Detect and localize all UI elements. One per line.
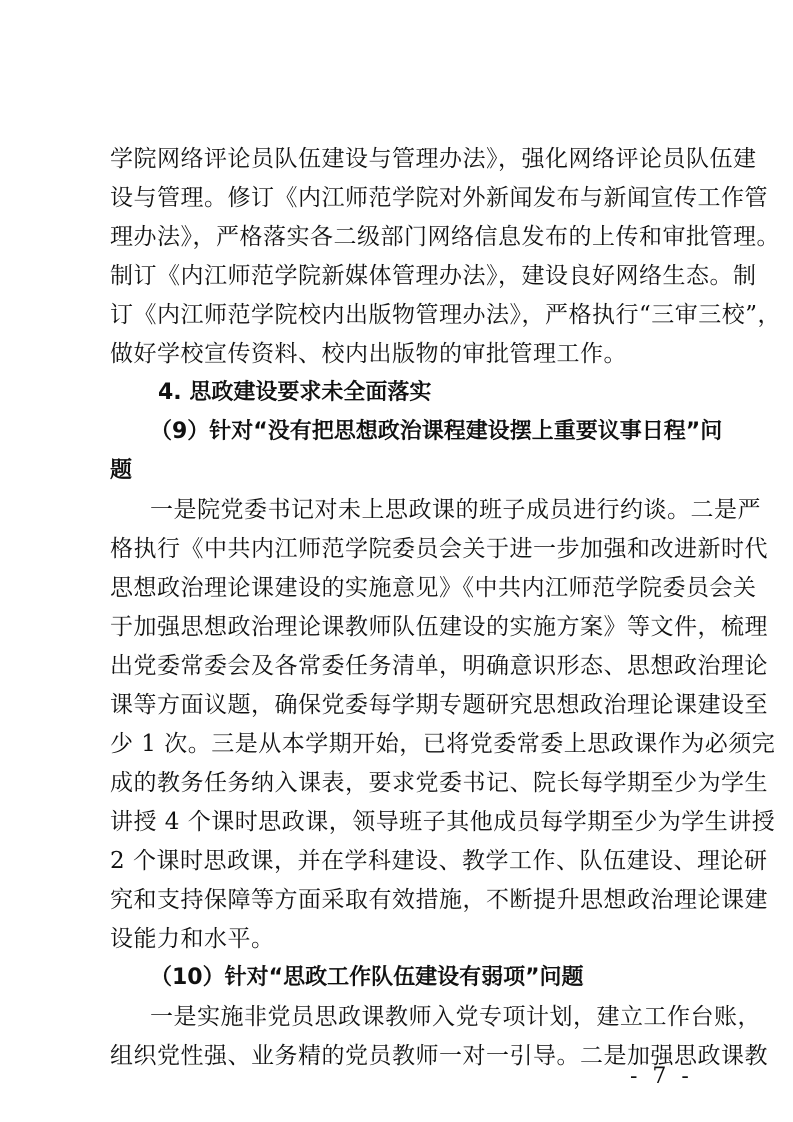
paragraph-line: 2 个课时思政课，并在学科建设、教学工作、队伍建设、理论研 xyxy=(110,848,768,874)
paragraph-line: 设能力和水平。 xyxy=(110,926,275,952)
paragraph-line: 少 1 次。三是从本学期开始，已将党委常委上思政课作为必须完 xyxy=(110,731,776,757)
paragraph-line: 格执行《中共内江师范学院委员会关于进一步加强和改进新时代 xyxy=(110,536,768,562)
paragraph-line: 学院网络评论员队伍建设与管理办法》，强化网络评论员队伍建 xyxy=(110,146,757,172)
paragraph-line: 成的教务任务纳入课表，要求党委书记、院长每学期至少为学生 xyxy=(110,770,768,796)
section-heading: 4. 思政建设要求未全面落实 xyxy=(158,380,432,405)
paragraph-line: 思想政治理论课建设的实施意见》《中共内江师范学院委员会关 xyxy=(110,575,757,601)
item-heading: （9）针对“没有把思想政治课程建设摆上重要议事日程”问 xyxy=(150,419,723,444)
paragraph-line: 订《内江师范学院校内出版物管理办法》，严格执行“三审三校”， xyxy=(110,302,782,328)
paragraph-line: 课等方面议题，确保党委每学期专题研究思想政治理论课建设至 xyxy=(110,692,768,718)
page-number: - 7 - xyxy=(630,1064,693,1089)
paragraph-line: 制订《内江师范学院新媒体管理办法》，建设良好网络生态。制 xyxy=(110,263,757,289)
item-heading: （10）针对“思政工作队伍建设有弱项”问题 xyxy=(150,965,584,990)
paragraph-line: 出党委常委会及各常委任务清单，明确意识形态、思想政治理论 xyxy=(110,653,768,679)
paragraph-line: 设与管理。修订《内江师范学院对外新闻发布与新闻宣传工作管 xyxy=(110,185,768,211)
paragraph-line: 究和支持保障等方面采取有效措施，不断提升思想政治理论课建 xyxy=(110,887,768,913)
paragraph-line: 于加强思想政治理论课教师队伍建设的实施方案》等文件，梳理 xyxy=(110,614,768,640)
paragraph-line: 讲授 4 个课时思政课，领导班子其他成员每学期至少为学生讲授 xyxy=(110,809,776,835)
paragraph-line: 一是实施非党员思政课教师入党专项计划，建立工作台账， xyxy=(150,1004,761,1030)
paragraph-line: 组织党性强、业务精的党员教师一对一引导。二是加强思政课教 xyxy=(110,1043,768,1069)
paragraph-line: 理办法》，严格落实各二级部门网络信息发布的上传和审批管理。 xyxy=(110,224,780,250)
paragraph-line: 做好学校宣传资料、校内出版物的审批管理工作。 xyxy=(110,341,627,367)
paragraph-line: 一是院党委书记对未上思政课的班子成员进行约谈。二是严 xyxy=(150,497,761,523)
item-heading-continued: 题 xyxy=(110,458,133,483)
